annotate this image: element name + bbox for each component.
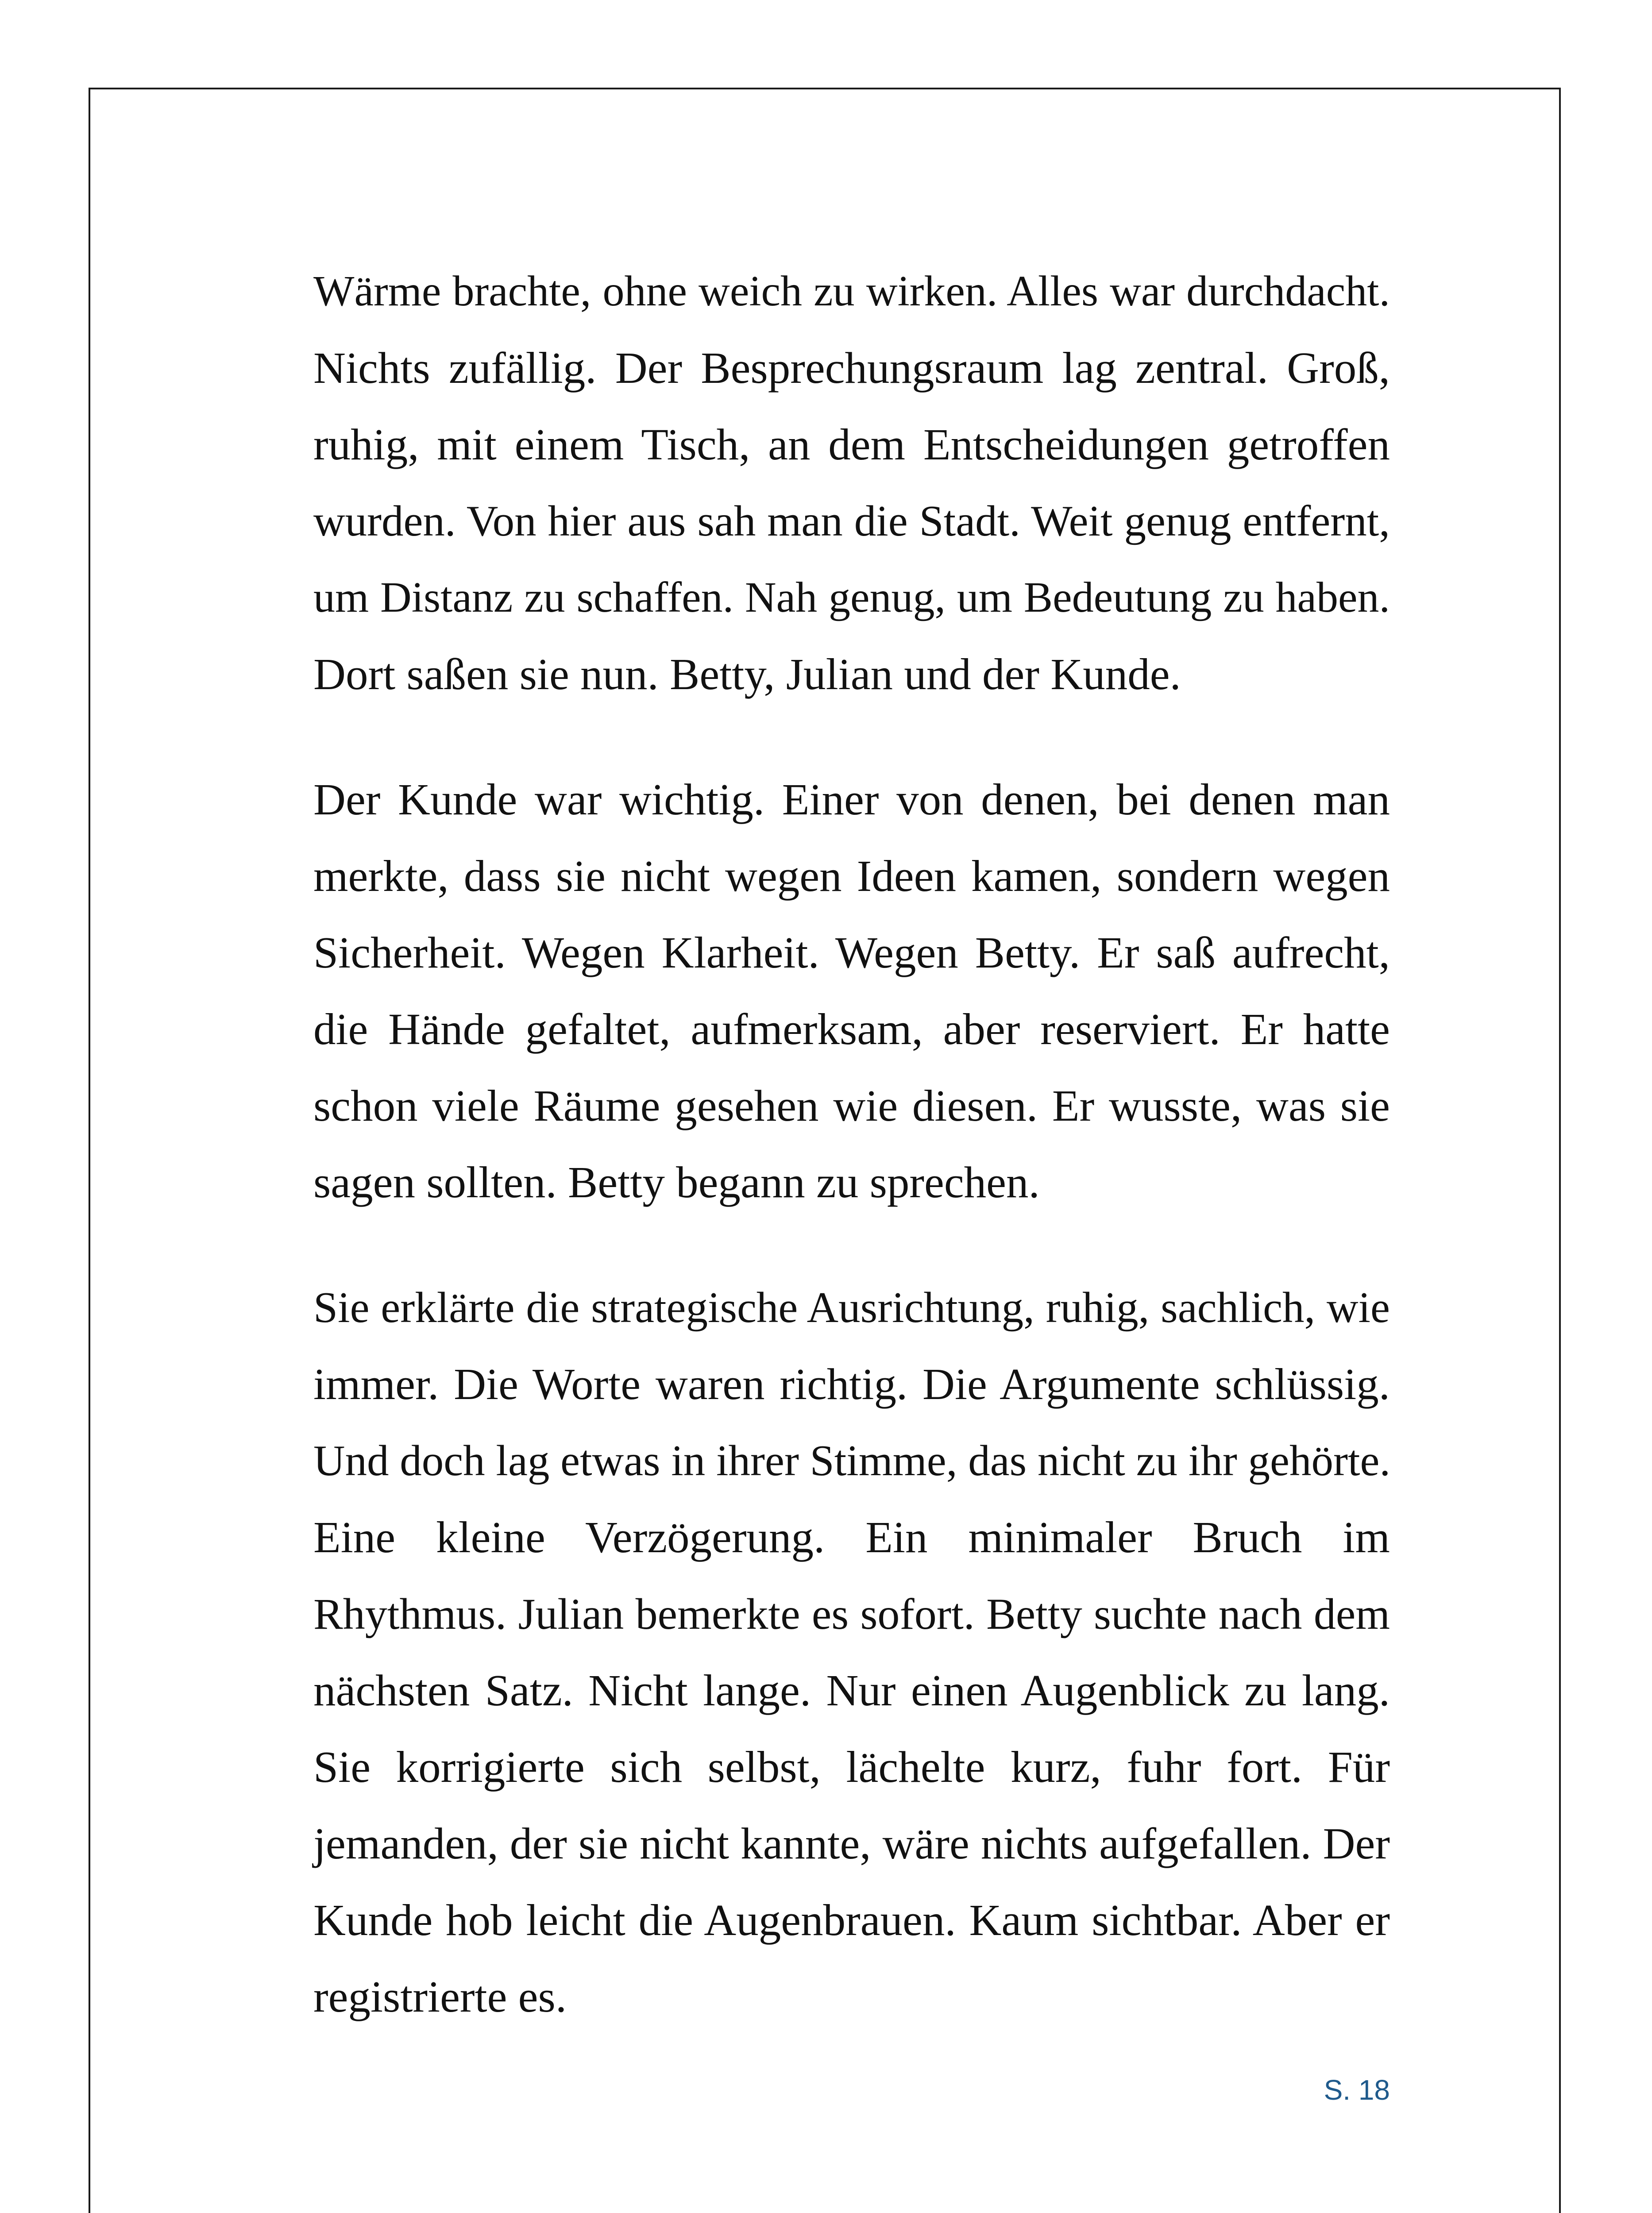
paragraph-2-line-4: die Hände gefaltet, aufmerksam, aber reserviert. Er hatte <box>313 1004 1390 1054</box>
paragraph-3-line-8: jemanden, der sie nicht kannte, wäre nichts aufgefallen. Der <box>313 1819 1390 1868</box>
paragraph-3-line-5: Rhythmus. Julian bemerkte es sofort. Betty suchte nach dem <box>313 1589 1390 1639</box>
paragraph-2-line-2: merkte, dass sie nicht wegen Ideen kamen, sondern wegen <box>313 851 1390 901</box>
paragraph-1-line-2: Nichts zufällig. Der Besprechungsraum lag zentral. Groß, <box>313 343 1390 393</box>
paragraph-1-line-4: wurden. Von hier aus sah man die Stadt. Weit genug entfernt, <box>313 497 1390 545</box>
paragraph-3-line-10: registrierte es. <box>313 1972 567 2021</box>
paragraph-3-line-2: immer. Die Worte waren richtig. Die Argumente schlüssig. <box>313 1359 1390 1409</box>
paragraph-spacer <box>313 1221 1390 1269</box>
paragraph-1-line-6: Dort saßen sie nun. Betty, Julian und der Kunde. <box>313 649 1181 699</box>
page-number: S. 18 <box>1324 2074 1390 2106</box>
paragraph-2-line-6: sagen sollten. Betty begann zu sprechen. <box>313 1157 1040 1207</box>
paragraph-3-line-1: Sie erklärte die strategische Ausrichtung, ruhig, sachlich, wie <box>313 1284 1390 1332</box>
paragraph-2-line-1: Der Kunde war wichtig. Einer von denen, bei denen man <box>313 775 1390 824</box>
paragraph-3-line-7: Sie korrigierte sich selbst, lächelte kurz, fuhr fort. Für <box>313 1742 1390 1792</box>
paragraph-3-line-4: Eine kleine Verzögerung. Ein minimaler Bruch im <box>313 1512 1390 1562</box>
paragraph-3-line-9: Kunde hob leicht die Augenbrauen. Kaum sichtbar. Aber er <box>313 1895 1390 1945</box>
paragraph-2-line-3: Sicherheit. Wegen Klarheit. Wegen Betty. Er saß aufrecht, <box>313 928 1390 977</box>
paragraph-2-line-5: schon viele Räume gesehen wie diesen. Er wusste, was sie <box>313 1081 1390 1130</box>
paragraph-spacer <box>313 713 1390 761</box>
paragraph-3-line-3: Und doch lag etwas in ihrer Stimme, das nicht zu ihr gehörte. <box>313 1437 1391 1485</box>
body-text <box>313 253 1390 2035</box>
paragraph-3-line-6: nächsten Satz. Nicht lange. Nur einen Augenblick zu lang. <box>313 1666 1390 1715</box>
paragraph-1-line-1: Wärme brachte, ohne weich zu wirken. Alles war durchdacht. <box>313 267 1390 315</box>
paragraph-1-line-3: ruhig, mit einem Tisch, an dem Entscheidungen getroffen <box>313 420 1390 469</box>
paragraph-1-line-5: um Distanz zu schaffen. Nah genug, um Bedeutung zu haben. <box>313 574 1390 621</box>
